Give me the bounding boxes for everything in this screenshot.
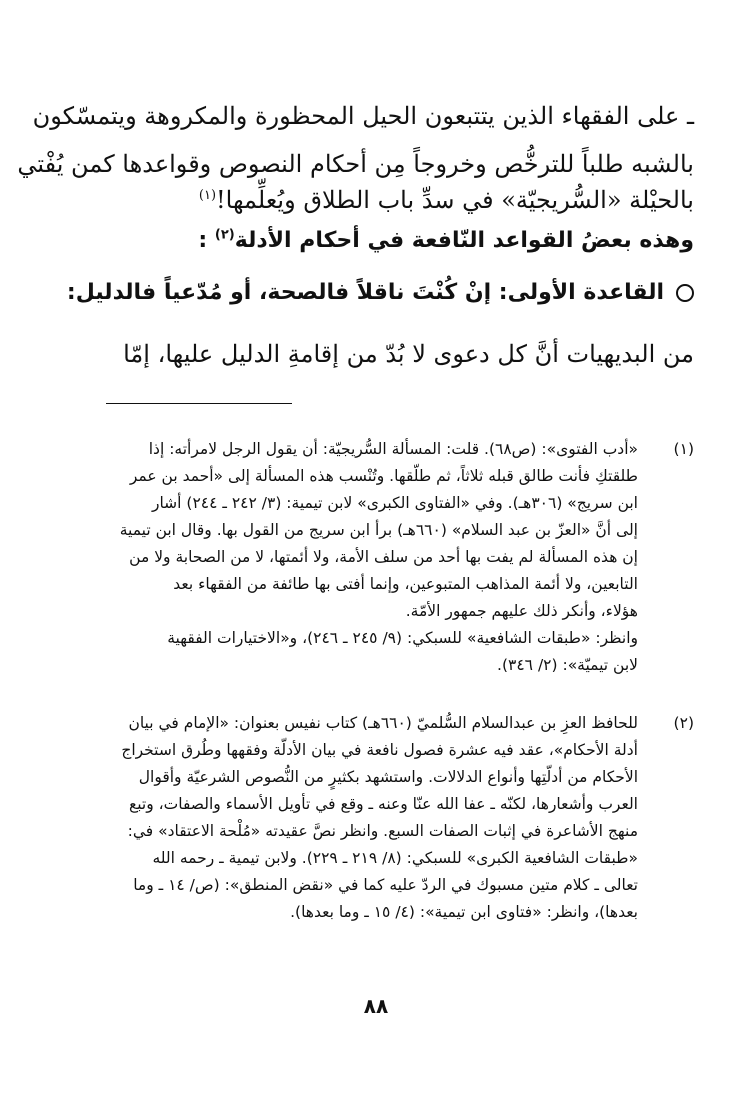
circle-bullet-icon (676, 284, 694, 302)
footnote-1-line: إلى أنَّ «العزّ بن عبد السلام» (٦٦٠هـ) برأ ابن سريج من القول بها. وقال ابن تيمية (119, 521, 638, 539)
footnote-1-line: لابن تيميّة»: (٢/ ٣٤٦). (497, 656, 638, 674)
section-heading (58, 228, 694, 253)
body-line-1: ـ على الفقهاء الذين يتتبعون الحيل المحظورة والمكروهة ويتمسّكون (32, 102, 694, 130)
footnote-2-body (58, 710, 638, 926)
rule-heading (58, 280, 694, 305)
footnote-2-line: للحافظ العزِ بن عبدالسلام السُّلميّ (٦٦٠هـ) كتاب نفيس بعنوان: «الإمام في بيان (128, 714, 638, 732)
footnote-2-number: (٢) (673, 714, 694, 732)
body-line-3-text: بالحيْلة «السُّريجيّة» في سدِّ باب الطلاق ويُعلِّمها! (216, 186, 694, 214)
section-heading-text: وهذه بعضُ القواعد النّافعة في أحكام الأدلة (234, 228, 694, 253)
footnote-2-line: بعدها)، وانظر: «فتاوى ابن تيمية»: (٤/ ١٥ ـ وما بعدها). (290, 903, 638, 921)
body-line-6: من البديهيات أنَّ كل دعوى لا بُدّ من إقامةِ الدليل عليها، إمّا (123, 340, 694, 368)
page-number: ٨٨ (363, 994, 389, 1018)
footnote-ref-1[interactable]: (١) (198, 188, 217, 203)
footnote-separator (106, 403, 292, 404)
footnote-1-line: طلقتكِ فأنت طالق قبله ثلاثاً، ثم طلّقها. وتُنْسب هذه المسألة إلى «أحمد بن عمر (129, 467, 638, 485)
footnote-1-line: إن هذه المسألة لم يفت بها أحد من سلف الأمة، ولا أئمتها، لا من الصحابة ولا من (129, 548, 638, 566)
footnote-1-line: التابعين، ولا أئمة المذاهب المتبوعين، وإنما أفتى بها طائفة من الفقهاء بعد (173, 575, 638, 593)
footnote-1-body (58, 436, 638, 679)
footnote-2 (58, 710, 694, 926)
footnote-ref-2[interactable]: (٢) (214, 227, 235, 243)
footnote-2-line: العرب وأشعارها، لكنّه ـ عفا الله عنّا وعنه ـ وقع في تأويل الأسماء والصفات، وتبع (129, 795, 638, 813)
rule-heading-text: القاعدة الأولى: إنْ كُنْتَ ناقلاً فالصحة، أو مُدّعياً فالدليل: (66, 280, 664, 305)
footnote-1-line: ابن سريج» (٣٠٦هـ). وفي «الفتاوى الكبرى» لابن تيمية: (٣/ ٢٤٢ ـ ٢٤٤) أشار (151, 494, 638, 512)
footnote-1-line: هؤلاء، وأنكر ذلك عليهم جمهور الأمّة. (405, 602, 638, 620)
footnote-2-line: منهج الأشاعرة في إثبات الصفات السبع. وانظر نصَّ عقيدته «مُلْحة الاعتقاد» في: (127, 822, 638, 840)
footnote-2-line: أدلة الأحكام»، عقد فيه عشرة فصول نافعة في بيان الأدلّة وفقهها وطُرق استخراج (121, 741, 638, 759)
footnote-1 (58, 436, 694, 679)
footnote-1-line: وانظر: «طبقات الشافعية» للسبكي: (٩/ ٢٤٥ ـ ٢٤٦)، و«الاختيارات الفقهية (167, 629, 638, 647)
section-heading-colon: : (198, 228, 208, 253)
footnote-2-line: «طبقات الشافعية الكبرى» للسبكي: (٨/ ٢١٩ ـ ٢٢٩). ولابن تيمية ـ رحمه الله (152, 849, 638, 867)
footnote-1-number: (١) (673, 440, 694, 458)
footnote-2-line: الأحكام من أدلّتِها وأنواع الدلالات. واستشهد بكثيرٍ من النُّصوص الشرعيّة وأقوال (138, 768, 638, 786)
body-line-2: بالشبه طلباً للترخُّص وخروجاً مِن أحكام النصوص وقواعدها كمن يُفْتي (17, 150, 694, 178)
body-line-3 (58, 176, 694, 224)
footnote-1-line: «أدب الفتوى»: (ص٦٨). قلت: المسألة السُّريجيّة: أن يقول الرجل لامرأته: إذا (148, 440, 638, 458)
footnote-2-line: تعالى ـ كلام متين مسبوك في الردّ عليه كما في «نقض المنطق»: (ص/ ١٤ ـ وما (133, 876, 638, 894)
